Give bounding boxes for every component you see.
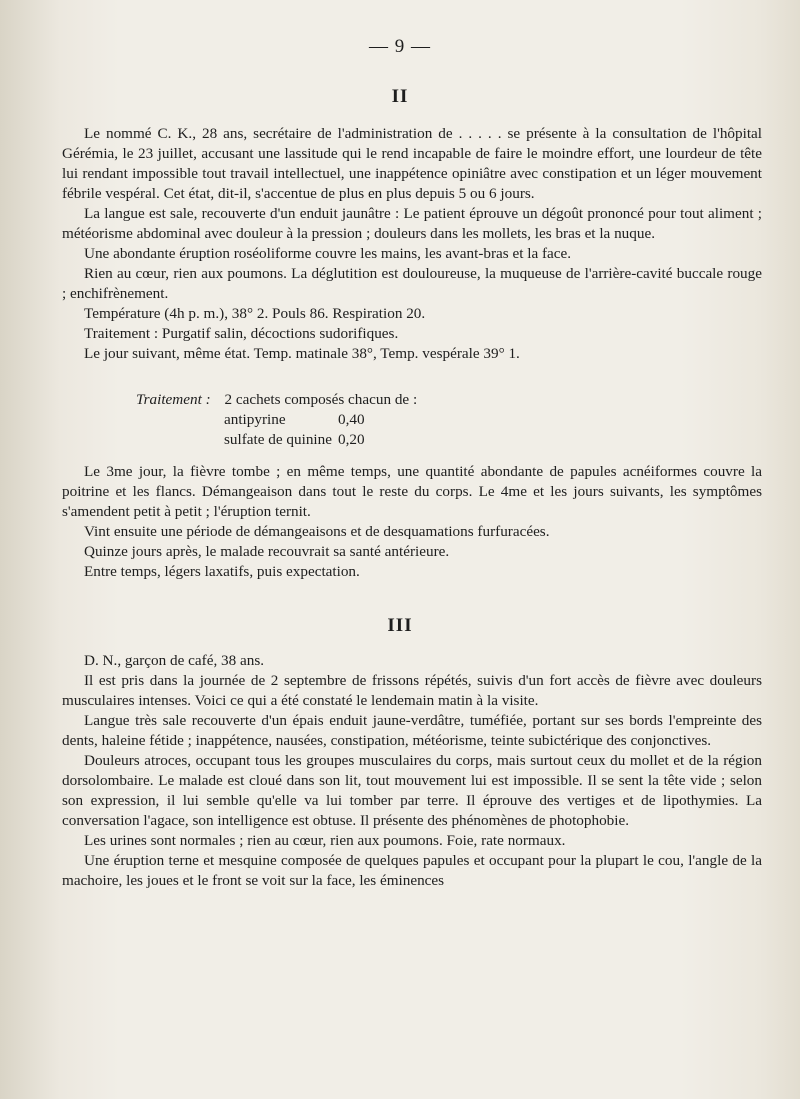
paragraph: Vint ensuite une période de démangeaisons et de desquamations furfuracées. xyxy=(84,523,550,540)
paragraph: La langue est sale, recouverte d'un enduit jaunâtre : Le patient éprouve un dégoût prononcé pour tout aliment ; météorisme abdominal avec douleur à la pression ; douleurs dans les mollets, les bras et la nuque. xyxy=(62,205,762,242)
section-iii-body xyxy=(62,651,762,891)
paragraph: D. N., garçon de café, 38 ans. xyxy=(84,652,265,669)
paragraph: Le jour suivant, même état. Temp. matinale 38°, Temp. vespérale 39° 1. xyxy=(84,345,520,362)
treatment-title-row xyxy=(136,390,636,410)
ingredient-dose: 0,20 xyxy=(338,431,365,448)
paragraph: Langue très sale recouverte d'un épais enduit jaune-verdâtre, tuméfiée, portant sur ses bords l'empreinte des dents, haleine fétide ; inappétence, nausées, constipation, météorisme, teinte subictérique des conjonctives. xyxy=(62,712,762,749)
treatment-description: 2 cachets composés chacun de : xyxy=(224,391,418,408)
section-ii-body xyxy=(62,124,762,364)
paragraph: Douleurs atroces, occupant tous les groupes musculaires du corps, mais surtout ceux du mollet et de la région dorsolombaire. Le malade est cloué dans son lit, tout mouvement lui est impossible. Il se sent la tête vide ; selon son expression, il lui semble qu'elle va lui tomber par terre. Il éprouve des vertiges et de lipothymies. La conversation l'agace, son intelligence est obtuse. Il présente des phénomènes de photophobie. xyxy=(62,752,762,829)
paragraph: Les urines sont normales ; rien au cœur, rien aux poumons. Foie, rate normaux. xyxy=(84,832,566,849)
paragraph: Entre temps, légers laxatifs, puis expectation. xyxy=(84,563,360,580)
section-heading-ii: II xyxy=(391,86,409,107)
page-number: — 9 — xyxy=(369,36,431,57)
paragraph: Il est pris dans la journée de 2 septembre de frissons répétés, suivis d'un fort accès de fièvre avec douleurs musculaires intenses. Voici ce qui a été constaté le lendemain matin à la visite. xyxy=(62,672,762,709)
ingredient-row xyxy=(224,430,636,450)
section-heading-iii: III xyxy=(387,615,413,636)
paragraph: Traitement : Purgatif salin, décoctions sudorifiques. xyxy=(84,325,399,342)
ingredient-dose: 0,40 xyxy=(338,411,365,428)
paragraph: Une abondante éruption roséoliforme couvre les mains, les avant-bras et la face. xyxy=(84,245,572,262)
ingredient-name: antipyrine xyxy=(224,411,286,428)
ingredient-name: sulfate de quinine xyxy=(224,431,332,448)
paragraph: Rien au cœur, rien aux poumons. La déglutition est douloureuse, la muqueuse de l'arrière-cavité buccale rouge ; enchifrènement. xyxy=(62,265,762,302)
paragraph: Quinze jours après, le malade recouvrait sa santé antérieure. xyxy=(84,543,450,560)
treatment-title: Traitement : xyxy=(136,391,211,408)
section-ii-continuation xyxy=(62,462,762,582)
paragraph: Une éruption terne et mesquine composée de quelques papules et occupant pour la plupart le cou, l'angle de la machoire, les joues et le front se voit sur la face, les éminences xyxy=(62,852,762,889)
ingredient-row xyxy=(224,410,636,430)
paragraph: Température (4h p. m.), 38° 2. Pouls 86. Respiration 20. xyxy=(84,305,426,322)
paragraph: Le nommé C. K., 28 ans, secrétaire de l'administration de . . . . . se présente à la consultation de l'hôpital Gérémia, le 23 juillet, accusant une lassitude qui le rend incapable de faire le moindre effort, une lourdeur de tête lui rendant impossible tout travail intellectuel, une inappétence opiniâtre avec constipation et un léger mouvement fébrile vespéral. Cet état, dit-il, s'accentue de plus en plus depuis 5 ou 6 jours. xyxy=(62,125,762,202)
treatment-prescription xyxy=(136,390,636,450)
paragraph: Le 3me jour, la fièvre tombe ; en même temps, une quantité abondante de papules acnéiformes couvre la poitrine et les flancs. Démangeaison dans tout le reste du corps. Le 4me et les jours suivants, les symptômes s'amendent petit à petit ; l'éruption ternit. xyxy=(62,463,762,520)
